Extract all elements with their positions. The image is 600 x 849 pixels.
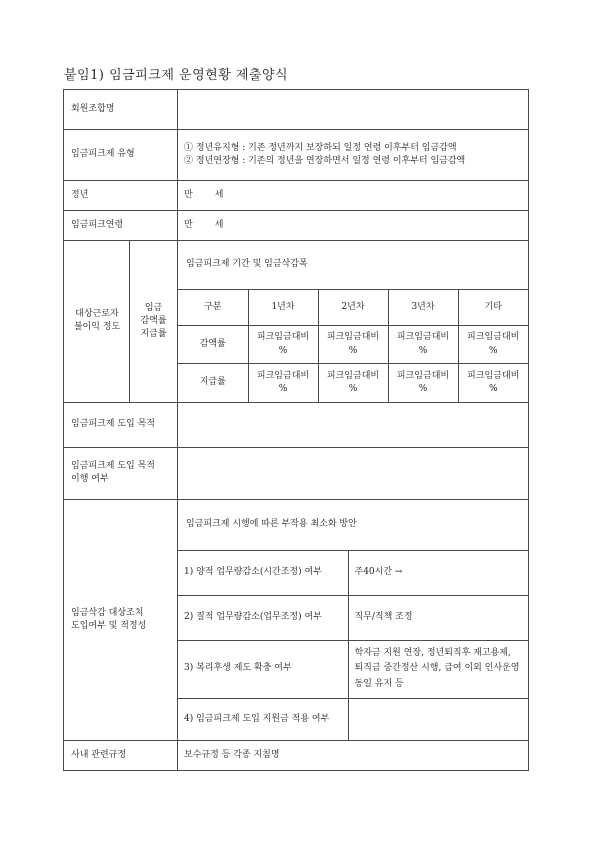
- wage-cell[interactable]: 피크임금대비 %: [388, 326, 458, 364]
- type-label: 임금피크제 유형: [64, 130, 178, 181]
- wage-table-cell: [178, 241, 529, 403]
- mitigation-item: [178, 640, 528, 698]
- regulation-value[interactable]: 보수규정 등 각종 지침명: [178, 741, 529, 771]
- type-option-2[interactable]: ② 정년연장형 : 기존의 정년을 연장하면서 일정 연령 이후부터 임금감액: [184, 156, 466, 166]
- document-title: 붙임1) 임금피크제 운영현황 제출양식: [64, 68, 289, 83]
- union-name-value[interactable]: [178, 90, 529, 130]
- type-option-1[interactable]: ① 정년유지형 : 기존 정년까지 보장하되 일정 연령 이후부터 임금감액: [184, 142, 457, 153]
- row-union-name: [64, 90, 529, 130]
- mitigation-item-value[interactable]: [348, 698, 528, 740]
- wage-table: [178, 241, 528, 402]
- wage-cell[interactable]: 피크임금대비 %: [248, 364, 318, 402]
- row-wage-reduction: [64, 241, 529, 403]
- wage-group-label: 대상근로자 불이익 정도: [64, 241, 130, 403]
- wage-col-header: 1년차: [248, 290, 318, 326]
- purpose-fulfilled-label: 임금피크제 도입 목적 이행 여부: [64, 447, 178, 499]
- retirement-age-label: 정년: [64, 181, 178, 211]
- wage-row-label: 지급률: [178, 364, 248, 402]
- mitigation-item-label: 1) 양적 업무량감소(시간조정) 여부: [178, 550, 348, 595]
- mitigation-item-value[interactable]: 직무/직책 조정: [348, 595, 528, 640]
- retirement-age-prefix: 만: [184, 189, 193, 200]
- report-form: [63, 89, 529, 771]
- mitigation-item: [178, 595, 528, 640]
- row-purpose: [64, 402, 529, 447]
- type-options: [178, 130, 529, 181]
- mitigation-item-label: 2) 질적 업무량감소(업무조정) 여부: [178, 595, 348, 640]
- mitigation-table: [178, 550, 528, 741]
- wage-col-header: 2년차: [318, 290, 388, 326]
- mitigation-item: [178, 550, 528, 595]
- wage-col-header: 기타: [458, 290, 528, 326]
- peak-age-suffix: 세: [214, 219, 224, 230]
- mitigation-label: 임금삭감 대상조치 도입여부 및 적정성: [64, 499, 178, 741]
- row-regulation: [64, 741, 529, 771]
- wage-cell[interactable]: 피크임금대비 %: [458, 326, 528, 364]
- purpose-fulfilled-value[interactable]: [178, 447, 529, 499]
- row-type: [64, 130, 529, 181]
- mitigation-caption: 임금피크제 시행에 따른 부작용 최소화 방안: [186, 518, 357, 529]
- wage-col-header: 3년차: [388, 290, 458, 326]
- wage-sub-label: 임금 감액률 지급률: [130, 241, 178, 403]
- mitigation-item: [178, 698, 528, 740]
- wage-payment-row: [178, 364, 528, 402]
- peak-age-label: 임금피크연령: [64, 211, 178, 241]
- wage-header-row: [178, 290, 528, 326]
- wage-cell[interactable]: 피크임금대비 %: [388, 364, 458, 402]
- mitigation-table-cell: [178, 499, 529, 741]
- wage-reduction-row: [178, 326, 528, 364]
- peak-age-prefix: 만: [184, 219, 193, 230]
- wage-row-label: 감액률: [178, 326, 248, 364]
- wage-cell[interactable]: 피크임금대비 %: [458, 364, 528, 402]
- purpose-value[interactable]: [178, 402, 529, 447]
- retirement-age-value[interactable]: [178, 181, 529, 211]
- mitigation-item-value[interactable]: 학자금 지원 연장, 정년퇴직후 재고용제, 퇴직금 중간정산 시행, 급여 이외 인사운영 동일 유지 등: [348, 640, 528, 698]
- row-peak-age: [64, 211, 529, 241]
- wage-col-header: 구분: [178, 290, 248, 326]
- mitigation-item-value[interactable]: 주40시간 →: [348, 550, 528, 595]
- purpose-label: 임금피크제 도입 목적: [64, 402, 178, 447]
- wage-cell[interactable]: 피크임금대비 %: [248, 326, 318, 364]
- retirement-age-suffix: 세: [214, 189, 224, 200]
- wage-cell[interactable]: 피크임금대비 %: [318, 364, 388, 402]
- mitigation-item-label: 3) 복리후생 제도 확충 여부: [178, 640, 348, 698]
- wage-cell[interactable]: 피크임금대비 %: [318, 326, 388, 364]
- row-purpose-fulfilled: [64, 447, 529, 499]
- peak-age-value[interactable]: [178, 211, 529, 241]
- mitigation-item-label: 4) 임금피크제 도입 지원금 적용 여부: [178, 698, 348, 740]
- regulation-label: 사내 관련규정: [64, 741, 178, 771]
- row-mitigation: [64, 499, 529, 741]
- row-retirement-age: [64, 181, 529, 211]
- union-name-label: 회원조합명: [64, 90, 178, 130]
- wage-caption: 임금피크제 기간 및 임금삭감폭: [178, 241, 528, 290]
